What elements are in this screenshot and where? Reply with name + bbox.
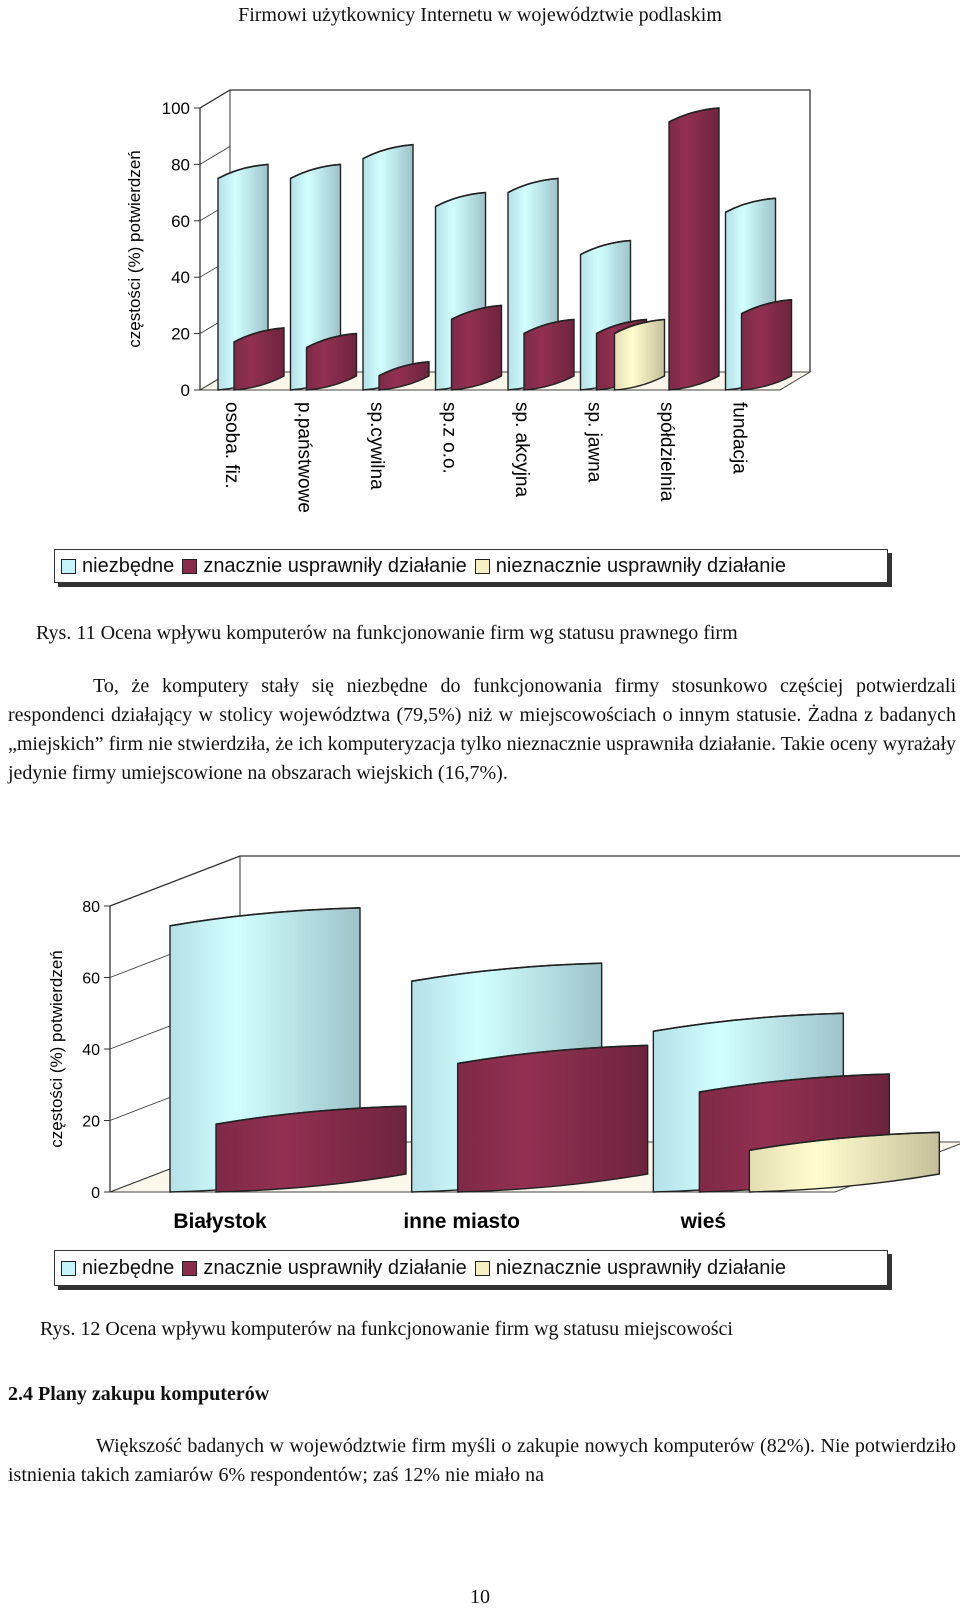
y-tick-side <box>200 146 230 164</box>
legend-swatch <box>61 1261 76 1276</box>
x-tick-label: spółdzielnia <box>656 402 677 502</box>
bar <box>669 108 719 390</box>
bar-body <box>363 145 413 390</box>
bar <box>524 320 574 391</box>
y-tick-label: 0 <box>180 381 190 400</box>
y-tick-label: 20 <box>82 1113 100 1131</box>
figure-caption-11: Rys. 11 Ocena wpływu komputerów na funkcjonowanie firm wg statusu prawnego firm <box>36 622 738 644</box>
y-tick-side <box>200 90 230 108</box>
legend-item <box>182 555 466 578</box>
legend-item <box>475 1257 786 1280</box>
bar-body <box>669 108 719 390</box>
x-tick-label: p.państwowe <box>293 402 315 513</box>
legend-swatch <box>475 1261 490 1276</box>
x-tick-label: sp. jawna <box>583 402 605 483</box>
y-axis-label: częstości (%) potwierdzeń <box>125 150 144 348</box>
chart-legal-status-legend <box>54 549 888 583</box>
y-tick-label: 0 <box>91 1185 100 1202</box>
bar-body <box>742 300 792 390</box>
bar-body <box>458 1045 648 1192</box>
legend-label: znacznie usprawniły działanie <box>203 1256 467 1279</box>
legend-label: nieznacznie usprawniły działanie <box>495 1256 786 1279</box>
y-tick-label: 80 <box>82 899 100 916</box>
y-tick-label: 40 <box>82 1042 100 1059</box>
bar-body <box>452 305 502 390</box>
paragraph-1: To, że komputery stały się niezbędne do funkcjonowania firmy stosunkowo częściej potwierdzali respondenci działający w stolicy województwa (79,5%) niż w miejscowościach o innym statusie. Żadna z badanych „miejskich” firm nie stwierdziła, że ich komputeryzacja tylko nieznacznie usprawniła działanie. Takie oceny wyrażały jedynie firmy umiejscowione na obszarach wiejskich (16,7%). <box>8 675 956 784</box>
bar <box>216 1106 406 1192</box>
y-tick-label: 20 <box>171 324 190 344</box>
chart-locality <box>0 840 960 1240</box>
bar <box>363 145 413 390</box>
y-tick-label: 80 <box>171 155 190 175</box>
x-tick-label: Białystok <box>173 1210 267 1233</box>
legend-item <box>61 555 174 578</box>
legend-label: niezbędne <box>82 1256 175 1279</box>
y-tick-label: 40 <box>171 268 190 288</box>
page-header: Firmowi użytkownicy Internetu w województwie podlaskim <box>238 4 722 26</box>
x-tick-label: inne miasto <box>403 1210 521 1233</box>
legend-label: znacznie usprawniły działanie <box>203 554 467 577</box>
legend-item <box>182 1257 466 1280</box>
chart-legal-status <box>0 80 960 540</box>
x-tick-label: sp. akcyjna <box>511 402 532 498</box>
section-heading: 2.4 Plany zakupu komputerów <box>8 1383 270 1405</box>
bar <box>742 300 792 390</box>
y-axis-label: częstości (%) potwierdzeń <box>47 950 66 1148</box>
y-tick-label: 60 <box>171 211 190 231</box>
x-tick-label: fundacja <box>728 402 750 474</box>
legend-label: niezbędne <box>82 554 175 577</box>
bar <box>615 320 665 391</box>
x-tick-label: sp.z o.o. <box>438 402 460 474</box>
chart-locality-legend <box>54 1250 888 1286</box>
y-tick-side <box>110 856 240 906</box>
figure-caption-12: Rys. 12 Ocena wpływu komputerów na funkcjonowanie firm wg statusu miejscowości <box>40 1318 733 1340</box>
x-tick-label: osoba. fiz. <box>221 402 242 489</box>
bar <box>452 305 502 390</box>
page-number: 10 <box>470 1586 490 1608</box>
paragraph-2: Większość badanych w województwie firm myśli o zakupie nowych komputerów (82%). Nie potwierdziło istnienia takich zamiarów 6% respondentów; zaś 12% nie miało na <box>8 1435 956 1486</box>
y-tick-label: 60 <box>82 970 100 988</box>
legend-item <box>475 555 786 578</box>
bar <box>458 1045 648 1192</box>
legend-label: nieznacznie usprawniły działanie <box>495 554 786 577</box>
legend-swatch <box>475 559 490 574</box>
x-tick-label: sp.cywilna <box>366 402 387 490</box>
legend-swatch <box>182 559 197 574</box>
legend-swatch <box>182 1261 197 1276</box>
y-tick-label: 100 <box>161 99 190 118</box>
legend-swatch <box>61 559 76 574</box>
legend-item <box>61 1257 174 1280</box>
x-tick-label: wieś <box>680 1210 727 1233</box>
